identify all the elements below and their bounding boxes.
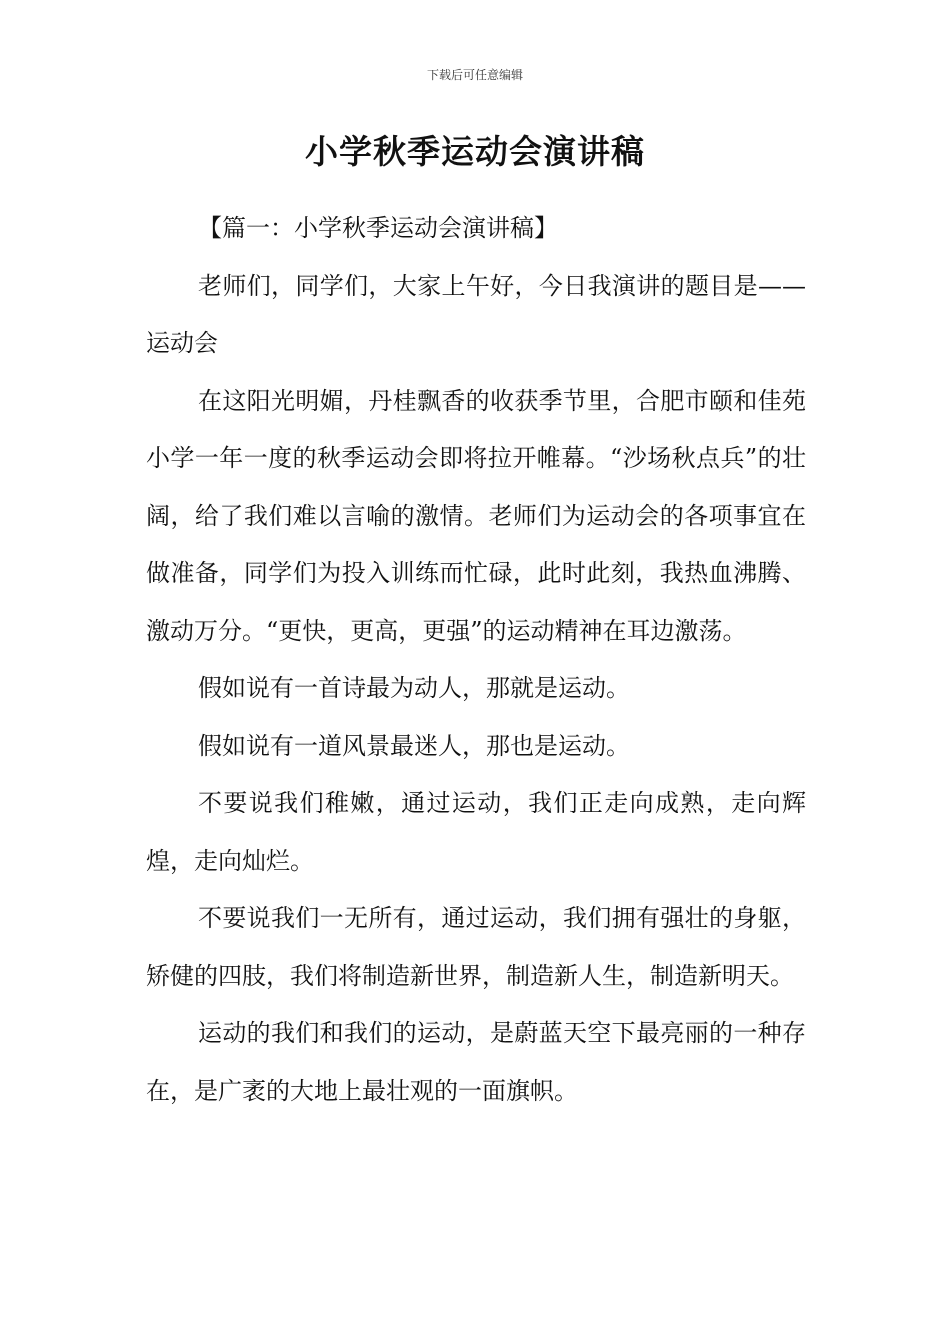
paragraph: 在这阳光明媚，丹桂飘香的收获季节里，合肥市颐和佳苑小学一年一度的秋季运动会即将拉开帷幕。“沙场秋点兵”的壮阔，给了我们难以言喻的激情。老师们为运动会的各项事宜在做准备，同学们为投入训练而忙碌，此时此刻，我热血沸腾、激动万分。“更快，更高，更强”的运动精神在耳边激荡。 [146, 386, 806, 645]
document-body [146, 200, 806, 1120]
paragraph: 老师们，同学们，大家上午好，今日我演讲的题目是——运动会 [146, 271, 806, 357]
header-note: 下载后可任意编辑 [426, 68, 523, 82]
paragraph: 假如说有一道风景最迷人，那也是运动。 [198, 731, 630, 760]
paragraph: 运动的我们和我们的运动，是蔚蓝天空下最亮丽的一种存在，是广袤的大地上最壮观的一面旗帜。 [146, 1019, 806, 1105]
section-heading: 【篇一：小学秋季运动会演讲稿】 [198, 214, 558, 242]
paragraph: 不要说我们一无所有，通过运动，我们拥有强壮的身躯，矫健的四肢，我们将制造新世界，制造新人生，制造新明天。 [146, 904, 806, 990]
paragraph: 不要说我们稚嫩，通过运动，我们正走向成熟，走向辉煌，走向灿烂。 [146, 789, 806, 875]
document-title: 小学秋季运动会演讲稿 [305, 132, 645, 171]
paragraph: 假如说有一首诗最为动人，那就是运动。 [198, 674, 630, 702]
